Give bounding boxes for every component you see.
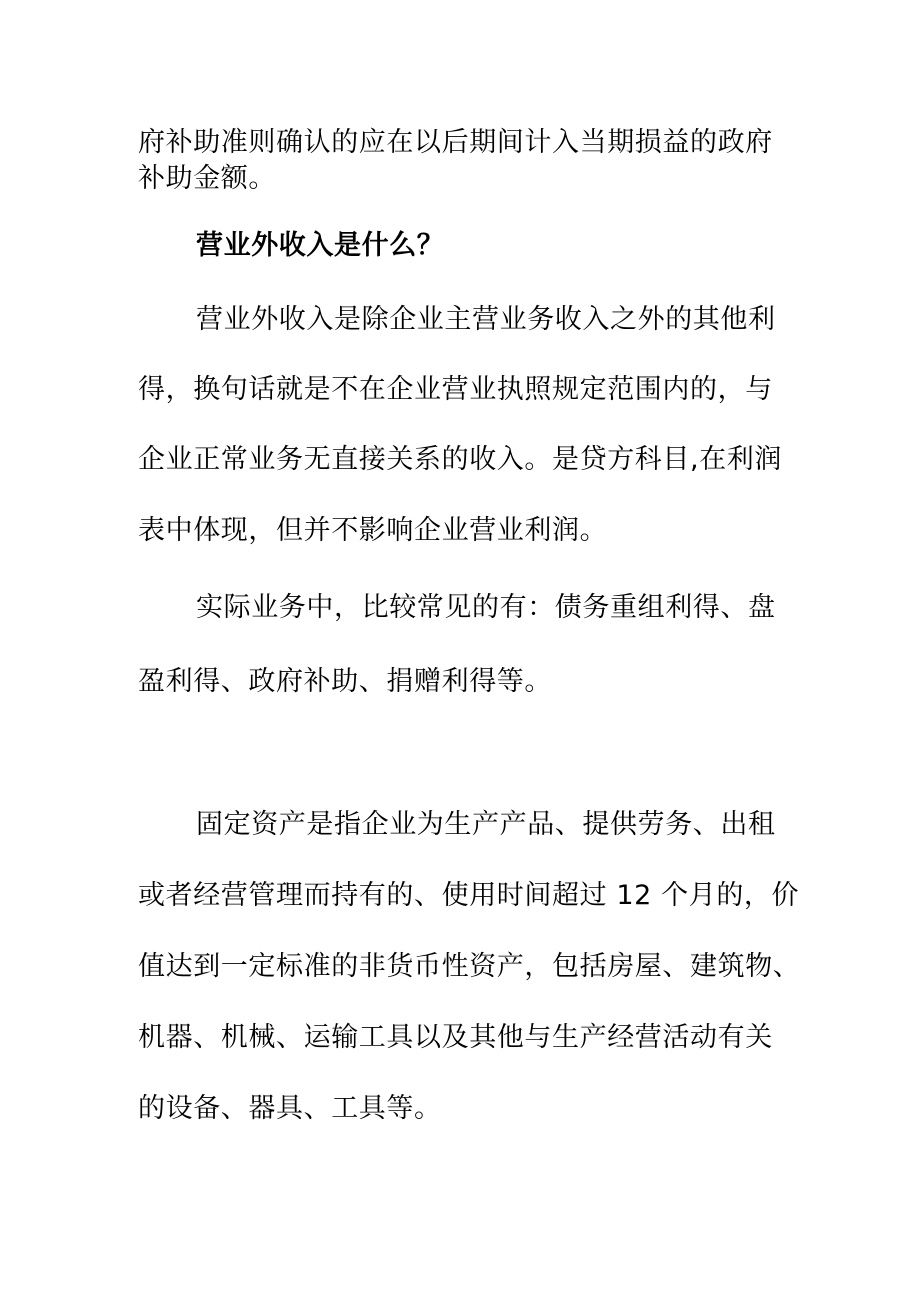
- para3-line-3: 值达到一定标准的非货币性资产，包括房屋、建筑物、: [138, 951, 801, 982]
- para3-line-1: 固定资产是指企业为生产产品、提供劳务、出租: [196, 809, 776, 840]
- para3-line-5: 的设备、器具、工具等。: [138, 1093, 442, 1124]
- para3-line-2: 或者经营管理而持有的、使用时间超过 12 个月的，价: [138, 880, 800, 911]
- section-heading: 营业外收入是什么？: [196, 230, 445, 261]
- para3-line-4: 机器、机械、运输工具以及其他与生产经营活动有关: [138, 1022, 773, 1053]
- para1-line-3: 企业正常业务无直接关系的收入。是贷方科目,在利润: [138, 444, 782, 475]
- para1-line-2: 得，换句话就是不在企业营业执照规定范围内的，与: [138, 374, 773, 405]
- intro-line-1: 府补助准则确认的应在以后期间计入当期损益的政府: [138, 127, 773, 158]
- intro-line-2: 补助金额。: [138, 163, 276, 194]
- para2-line-2: 盈利得、政府补助、捐赠利得等。: [138, 666, 552, 697]
- para1-line-4: 表中体现，但并不影响企业营业利润。: [138, 515, 608, 546]
- para2-line-1: 实际业务中，比较常见的有：债务重组利得、盘: [196, 592, 776, 623]
- para1-line-1: 营业外收入是除企业主营业务收入之外的其他利: [196, 304, 776, 335]
